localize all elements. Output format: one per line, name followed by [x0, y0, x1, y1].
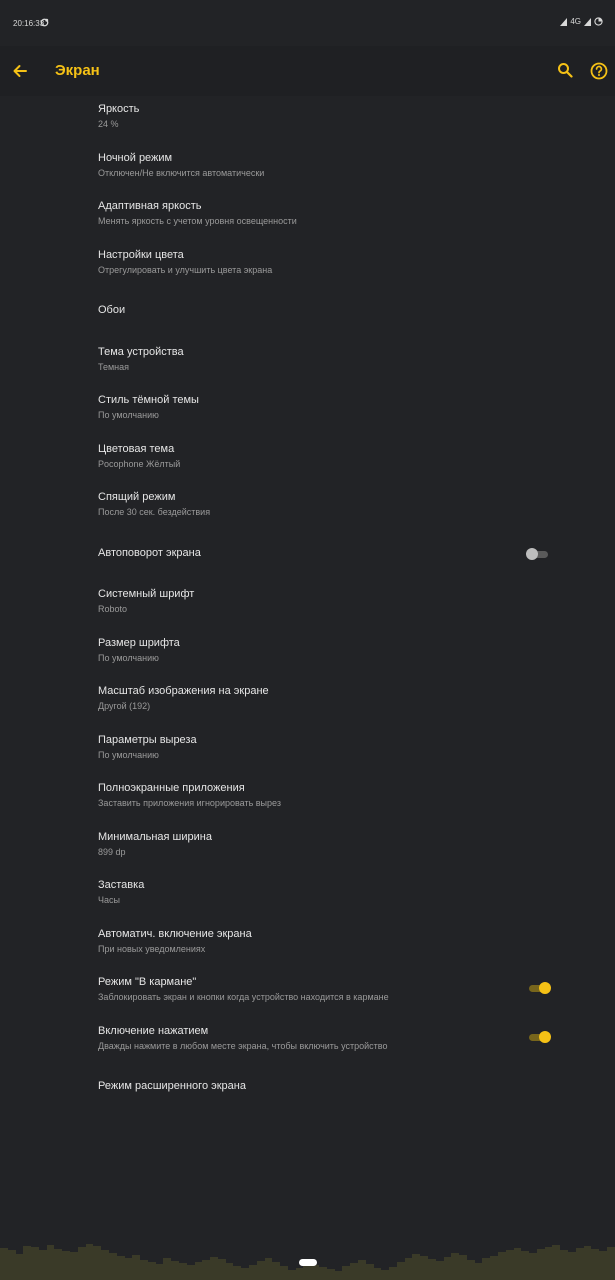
equalizer-bar: [101, 1250, 109, 1280]
back-button[interactable]: [8, 59, 32, 83]
equalizer-bar: [482, 1258, 490, 1280]
equalizer-bar: [537, 1249, 545, 1280]
setting-subtitle: По умолчанию: [98, 749, 159, 760]
setting-subtitle: При новых уведомлениях: [98, 943, 206, 954]
setting-item[interactable]: [0, 96, 615, 145]
search-icon: [557, 62, 573, 78]
setting-title: Минимальная ширина: [98, 830, 212, 843]
equalizer-bar: [389, 1267, 397, 1280]
setting-item[interactable]: [0, 678, 615, 727]
equalizer-bar: [397, 1262, 405, 1280]
setting-item[interactable]: [0, 824, 615, 873]
equalizer-bar: [350, 1263, 358, 1280]
equalizer-bar: [257, 1261, 265, 1280]
equalizer-bar: [405, 1258, 413, 1280]
setting-title: Размер шрифта: [98, 636, 180, 649]
equalizer-bar: [195, 1262, 203, 1280]
setting-subtitle: Темная: [98, 361, 130, 372]
equalizer-bar: [498, 1252, 506, 1280]
setting-subtitle: После 30 сек. бездействия: [98, 507, 211, 517]
setting-item[interactable]: [0, 969, 615, 1018]
setting-item[interactable]: [0, 1066, 615, 1115]
equalizer-bar: [148, 1262, 156, 1280]
setting-title: Включение нажатием: [98, 1024, 209, 1037]
equalizer-bar: [86, 1244, 94, 1280]
equalizer-bar: [358, 1260, 366, 1280]
equalizer-bar: [125, 1258, 133, 1280]
equalizer-bar: [78, 1247, 86, 1280]
equalizer-bar: [218, 1259, 226, 1280]
setting-subtitle: Roboto: [98, 604, 128, 614]
setting-item[interactable]: [0, 339, 615, 388]
equalizer-bar: [506, 1250, 514, 1280]
setting-title: Стиль тёмной темы: [98, 394, 199, 406]
setting-subtitle: Pocophone Жёлтый: [98, 458, 181, 469]
equalizer-bar: [117, 1256, 125, 1280]
equalizer-bar: [529, 1253, 537, 1280]
setting-subtitle: 899 dp: [98, 846, 126, 857]
setting-title: Адаптивная яркость: [98, 200, 202, 212]
equalizer-bar: [303, 1264, 311, 1280]
equalizer-bar: [47, 1245, 55, 1280]
equalizer-bar: [249, 1265, 257, 1280]
setting-item[interactable]: [0, 921, 615, 970]
equalizer-bar: [163, 1258, 171, 1280]
equalizer-bar: [475, 1263, 483, 1280]
equalizer-bar: [39, 1250, 47, 1280]
setting-item[interactable]: [0, 727, 615, 776]
equalizer-bar: [545, 1247, 553, 1280]
setting-item[interactable]: [0, 193, 615, 242]
setting-subtitle: По умолчанию: [98, 410, 159, 420]
equalizer-bar: [514, 1248, 522, 1280]
equalizer-bar: [0, 1248, 8, 1280]
setting-title: Автоповорот экрана: [98, 546, 201, 559]
setting-item[interactable]: [0, 630, 615, 679]
setting-title: Ночной режим: [98, 151, 173, 164]
setting-subtitle: Отрегулировать и улучшить цвета экрана: [98, 264, 273, 275]
setting-item[interactable]: [0, 581, 615, 630]
equalizer-bar: [576, 1248, 584, 1280]
toggle-switch[interactable]: [528, 548, 550, 560]
equalizer-bar: [335, 1271, 343, 1280]
equalizer-bar: [202, 1260, 210, 1280]
setting-item[interactable]: [0, 484, 615, 533]
help-circle-icon: [590, 62, 608, 80]
equalizer-bar: [560, 1250, 568, 1280]
equalizer-bar: [187, 1265, 195, 1280]
equalizer-bar: [272, 1262, 280, 1280]
equalizer-bar: [70, 1252, 78, 1280]
help-button[interactable]: [587, 59, 611, 83]
equalizer-bar: [521, 1251, 529, 1280]
equalizer-bar: [241, 1268, 249, 1280]
equalizer-bar: [436, 1261, 444, 1280]
equalizer-bar: [93, 1246, 101, 1280]
toggle-switch[interactable]: [528, 982, 550, 994]
setting-item[interactable]: [0, 387, 615, 436]
setting-title: Режим расширенного экрана: [98, 1080, 246, 1092]
app-notification-icon: [40, 18, 49, 27]
equalizer-bar: [591, 1249, 599, 1280]
setting-item[interactable]: [0, 290, 615, 339]
equalizer-bar: [599, 1251, 607, 1280]
battery-icon: [594, 17, 603, 26]
status-bar: [0, 0, 615, 46]
toggle-knob: [526, 548, 538, 560]
setting-subtitle: Менять яркость с учетом уровня освещенности: [98, 216, 297, 226]
equalizer-bar: [109, 1253, 117, 1280]
equalizer-bar: [31, 1247, 39, 1280]
signal-icon: [560, 18, 567, 26]
setting-subtitle: Другой (192): [98, 701, 151, 711]
equalizer-bar: [490, 1256, 498, 1280]
setting-item[interactable]: [0, 436, 615, 485]
setting-title: Яркость: [98, 103, 140, 115]
equalizer-bar: [296, 1268, 304, 1280]
toggle-knob: [539, 982, 551, 994]
setting-title: Настройки цвета: [98, 248, 184, 261]
setting-title: Спящий режим: [98, 491, 176, 503]
equalizer-bar: [171, 1261, 179, 1280]
equalizer-bar: [179, 1263, 187, 1280]
setting-title: Автоматич. включение экрана: [98, 927, 252, 940]
setting-subtitle: Отключен/Не включится автоматически: [98, 167, 265, 178]
equalizer-bar: [420, 1256, 428, 1280]
equalizer-bar: [311, 1265, 319, 1280]
status-indicators: [560, 17, 603, 26]
setting-subtitle: По умолчанию: [98, 652, 159, 663]
equalizer-bar: [568, 1252, 576, 1280]
setting-subtitle: Заблокировать экран и кнопки когда устройство находится в кармане: [98, 992, 389, 1002]
setting-title: Режим "В кармане": [98, 976, 197, 988]
equalizer-bar: [342, 1266, 350, 1280]
equalizer-bar: [327, 1269, 335, 1280]
equalizer-bar: [265, 1258, 273, 1280]
equalizer-bar: [280, 1266, 288, 1280]
setting-title: Тема устройства: [98, 345, 184, 358]
equalizer-bar: [451, 1253, 459, 1280]
equalizer-bar: [23, 1246, 31, 1280]
toggle-switch[interactable]: [528, 1031, 550, 1043]
equalizer-bar: [319, 1267, 327, 1280]
equalizer-bar: [140, 1260, 148, 1280]
setting-subtitle: Заставить приложения игнорировать вырез: [98, 798, 281, 808]
arrow-left-icon: [12, 63, 28, 79]
settings-list: [0, 96, 615, 1115]
equalizer-bar: [156, 1264, 164, 1280]
setting-item[interactable]: [0, 145, 615, 194]
home-indicator[interactable]: [299, 1259, 317, 1266]
equalizer-bar: [412, 1254, 420, 1280]
equalizer-bar: [288, 1270, 296, 1280]
setting-subtitle: Часы: [98, 895, 120, 905]
equalizer-bar: [467, 1260, 475, 1280]
equalizer-bar: [366, 1264, 374, 1280]
equalizer-bar: [381, 1270, 389, 1280]
equalizer-bar: [428, 1259, 436, 1280]
equalizer-bar: [210, 1257, 218, 1280]
equalizer-bar: [607, 1247, 615, 1280]
network-type: 4G: [570, 17, 581, 26]
equalizer-bar: [226, 1263, 234, 1280]
setting-item[interactable]: [0, 1018, 615, 1067]
equalizer-bar: [54, 1249, 62, 1280]
setting-title: Обои: [98, 304, 126, 316]
equalizer-bar: [374, 1268, 382, 1280]
equalizer-bar: [62, 1251, 70, 1280]
search-button[interactable]: [554, 59, 576, 81]
setting-item[interactable]: [0, 533, 615, 582]
equalizer-bar: [16, 1254, 24, 1280]
equalizer-bar: [444, 1257, 452, 1280]
equalizer-bar: [132, 1255, 140, 1280]
setting-subtitle: Дважды нажмите в любом месте экрана, чтобы включить устройство: [98, 1040, 388, 1051]
status-time: 20:16:33: [13, 19, 45, 28]
setting-title: Полноэкранные приложения: [98, 782, 245, 794]
equalizer-bar: [552, 1245, 560, 1280]
setting-subtitle: 24 %: [98, 119, 119, 129]
toggle-knob: [539, 1031, 551, 1043]
setting-title: Цветовая тема: [98, 442, 175, 455]
setting-item[interactable]: [0, 775, 615, 824]
page-title: Экран: [55, 62, 100, 79]
setting-item[interactable]: [0, 872, 615, 921]
app-bar: [0, 46, 615, 96]
setting-item[interactable]: [0, 242, 615, 291]
setting-title: Параметры выреза: [98, 733, 197, 746]
setting-title: Масштаб изображения на экране: [98, 685, 269, 697]
signal-2-icon: [584, 18, 591, 26]
setting-title: Системный шрифт: [98, 588, 195, 600]
setting-title: Заставка: [98, 879, 145, 891]
equalizer-bar: [459, 1255, 467, 1280]
equalizer-bar: [233, 1266, 241, 1280]
equalizer-bar: [8, 1250, 16, 1280]
equalizer-bar: [584, 1246, 592, 1280]
